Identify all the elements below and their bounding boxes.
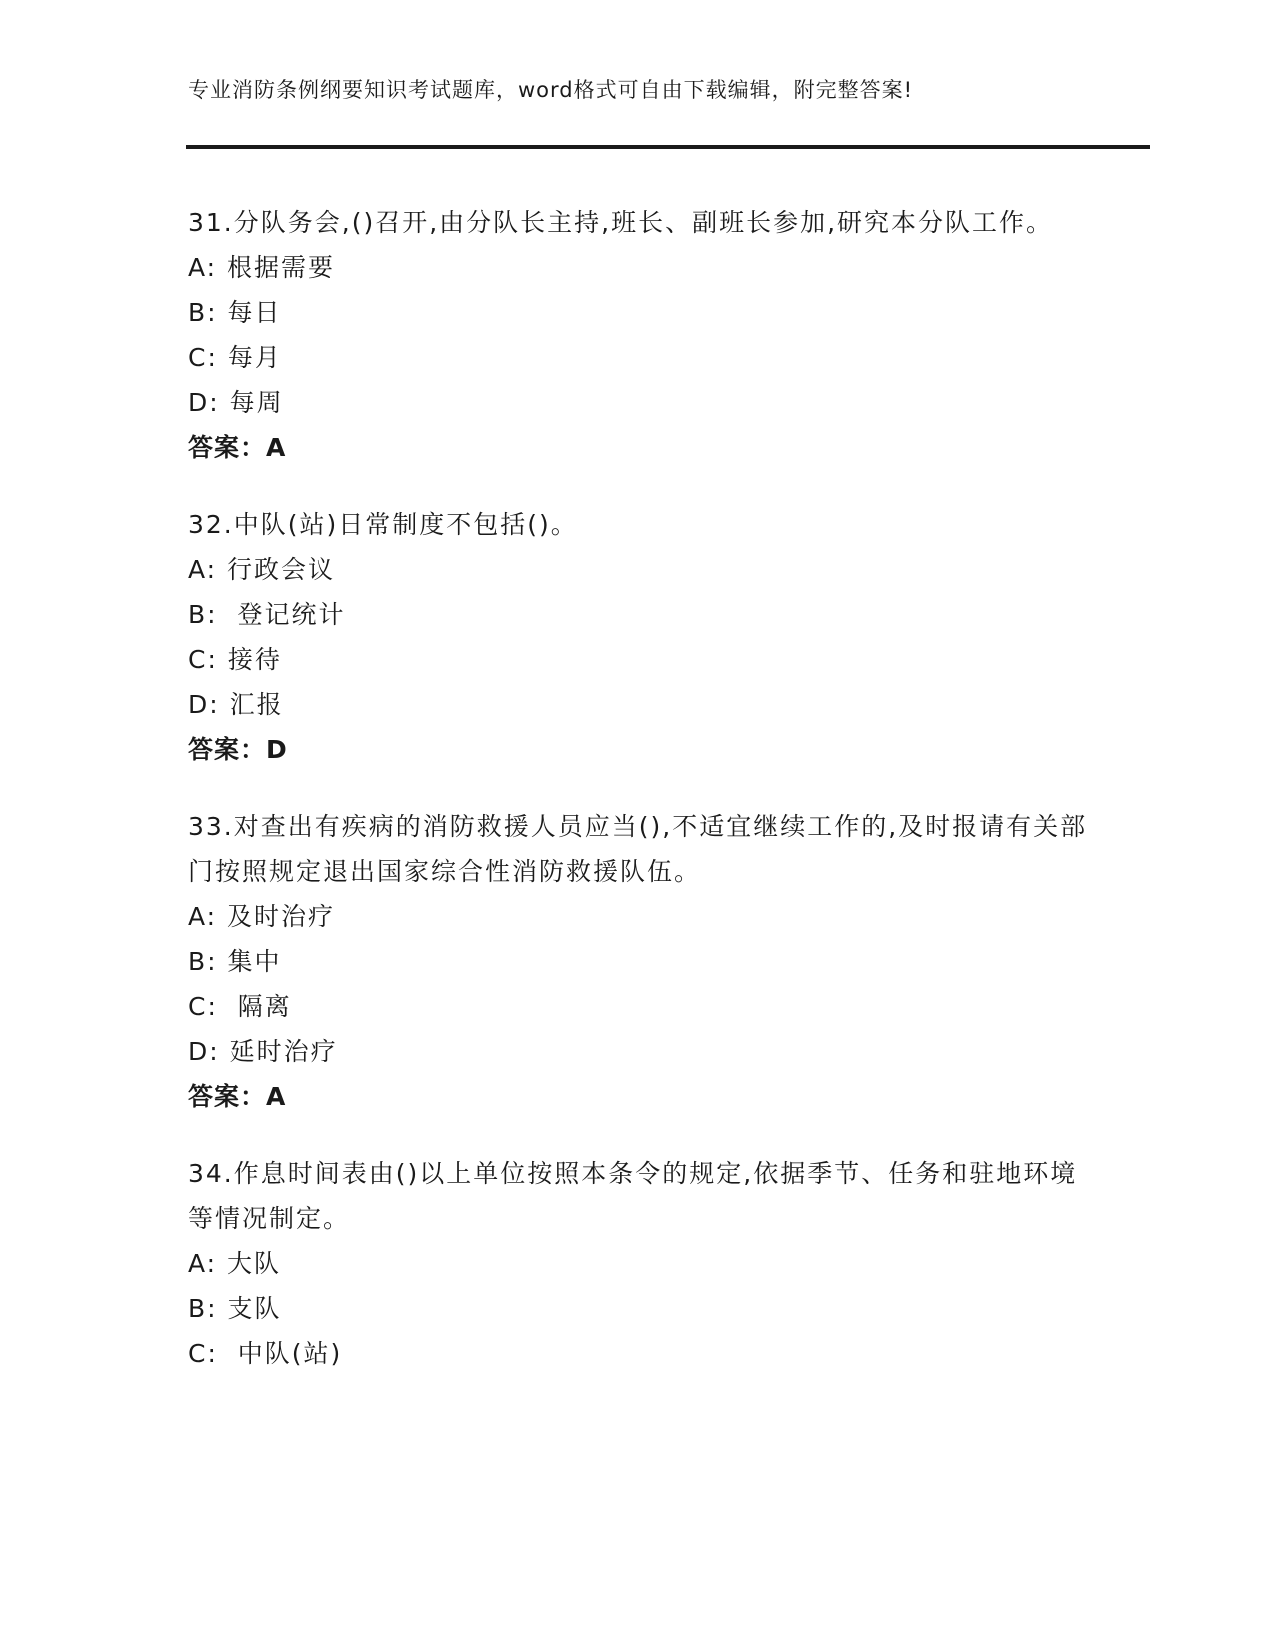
option-b: B: 支队 <box>188 1294 282 1323</box>
option-c: C: 接待 <box>188 645 282 674</box>
option-c: C: 隔离 <box>188 992 292 1021</box>
question-31 <box>188 200 1088 470</box>
option-d: D: 每周 <box>188 388 284 417</box>
question-text: 32.中队(站)日常制度不包括()。 <box>188 510 578 539</box>
answer: 答案：A <box>188 433 287 462</box>
option-a: A: 行政会议 <box>188 555 336 584</box>
question-34 <box>188 1151 1088 1376</box>
option-b: B: 登记统计 <box>188 600 346 629</box>
question-text: 34.作息时间表由()以上单位按照本条令的规定,依据季节、任务和驻地环境等情况制定。 <box>188 1159 1078 1233</box>
option-b: B: 每日 <box>188 298 282 327</box>
header-divider <box>186 145 1150 149</box>
option-b: B: 集中 <box>188 947 282 976</box>
option-a: A: 根据需要 <box>188 253 336 282</box>
question-33 <box>188 804 1088 1119</box>
question-text: 33.对查出有疾病的消防救援人员应当(),不适宜继续工作的,及时报请有关部门按照规定退出国家综合性消防救援队伍。 <box>188 812 1088 886</box>
option-a: A: 及时治疗 <box>188 902 336 931</box>
option-c: C: 每月 <box>188 343 282 372</box>
answer: 答案：A <box>188 1082 287 1111</box>
option-a: A: 大队 <box>188 1249 282 1278</box>
answer: 答案：D <box>188 735 288 764</box>
option-d: D: 延时治疗 <box>188 1037 338 1066</box>
question-list <box>188 200 1088 1408</box>
question-32 <box>188 502 1088 772</box>
option-c: C: 中队(站) <box>188 1339 343 1368</box>
question-text: 31.分队务会,()召开,由分队长主持,班长、副班长参加,研究本分队工作。 <box>188 208 1054 237</box>
option-d: D: 汇报 <box>188 690 284 719</box>
page-header-title: 专业消防条例纲要知识考试题库，word格式可自由下载编辑，附完整答案! <box>188 78 914 102</box>
